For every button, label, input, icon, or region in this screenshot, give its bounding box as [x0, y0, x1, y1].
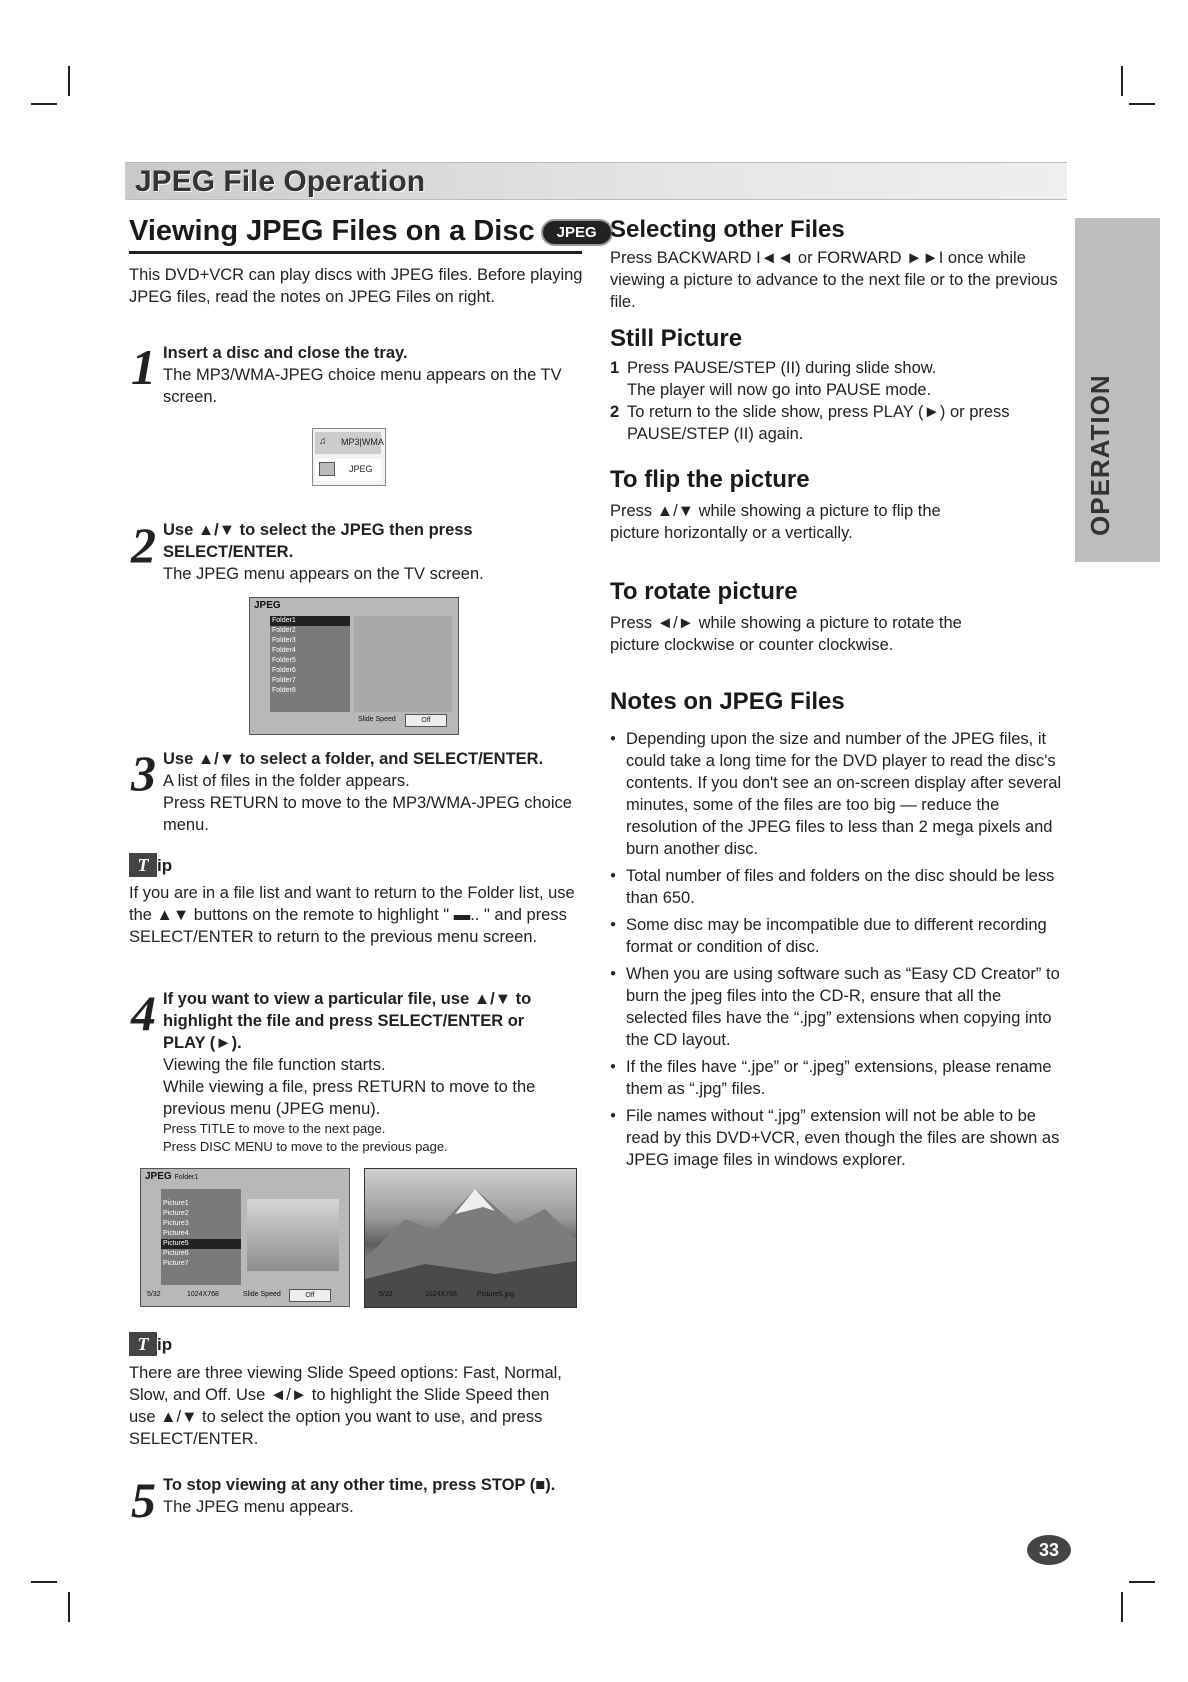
still-title: Still Picture: [610, 325, 743, 352]
jpeg-menu-screenshot: [249, 597, 459, 735]
preview-area: [354, 616, 452, 712]
crop-mark: [1121, 1592, 1123, 1622]
slide-speed-label: Slide Speed: [243, 1291, 281, 1298]
choice-menu-item-mp3: [315, 432, 384, 454]
flip-text: Press ▲/▼ while showing a picture to flip the picture horizontally or a vertically.: [610, 502, 941, 542]
file-resolution: 1024X768: [187, 1291, 219, 1298]
note-item: ● File names without “.jpg” extension will not be able to be read by this DVD+VCR, even though the files are shown as JPEG image files in windows explorer.: [610, 1105, 1065, 1171]
tip-icon: T: [129, 853, 157, 877]
choice-menu-screenshot: [312, 428, 386, 486]
folder-item: Folder7: [272, 677, 296, 684]
step-number: 1: [131, 339, 156, 395]
crop-mark: [31, 1581, 57, 1583]
banner-title: JPEG File Operation: [135, 165, 426, 198]
step5-body: The JPEG menu appears.: [163, 1498, 354, 1516]
slide-speed-value: Off: [289, 1289, 331, 1302]
file-item: Picture1: [163, 1200, 189, 1207]
folder-item: Folder5: [272, 657, 296, 664]
folder-item: Folder2: [272, 627, 296, 634]
step4-small2: Press DISC MENU to move to the previous page.: [163, 1139, 448, 1154]
step-number: 2: [131, 517, 156, 573]
step-number: 5: [131, 1472, 156, 1528]
rotate-title: To rotate picture: [610, 578, 798, 605]
crop-mark: [1129, 1581, 1155, 1583]
image-icon: [319, 462, 335, 476]
file-menu-screenshot: [140, 1168, 350, 1307]
step4-title-a: If you want to view a particular file, use ▲/▼ to: [163, 990, 532, 1008]
jpeg-badge: JPEG: [541, 219, 613, 246]
crop-mark: [1121, 66, 1123, 96]
folder-item: Folder4: [272, 647, 296, 654]
selecting-text: Press BACKWARD I◄◄ or FORWARD ►►I once while viewing a picture to advance to the next file or to the previous file.: [610, 249, 1058, 311]
page-title-text: Viewing JPEG Files on a Disc: [129, 215, 535, 247]
file-menu-title-text: JPEG: [145, 1171, 172, 1182]
title-rule: [129, 251, 582, 254]
tip-heading: [129, 853, 172, 877]
still-item2-a: To return to the slide show, press PLAY (►) or press: [627, 403, 1010, 421]
step3-body1: A list of files in the folder appears.: [163, 772, 410, 790]
step3-body2: Press RETURN to move to the MP3/WMA-JPEG choice menu.: [163, 794, 572, 834]
note-item: ● If the files have “.jpe” or “.jpeg” extensions, please rename them as “.jpg” files.: [610, 1056, 1065, 1100]
step4-body1: Viewing the file function starts.: [163, 1056, 386, 1074]
thumbnail-preview: [247, 1199, 339, 1271]
photo-filename: Picture5.jpg: [477, 1291, 514, 1298]
step-number: 3: [131, 745, 156, 801]
folder-item: Folder1: [270, 616, 350, 626]
still-num1: 1: [610, 359, 620, 377]
step4-title-c: PLAY (►).: [163, 1034, 242, 1052]
folder-item: Folder8: [272, 687, 296, 694]
step4-small1: Press TITLE to move to the next page.: [163, 1121, 386, 1136]
file-list: [161, 1189, 241, 1285]
still-item1-b: The player will now go into PAUSE mode.: [627, 381, 932, 399]
flip-title: To flip the picture: [610, 466, 810, 493]
choice-menu-item-jpeg: [315, 459, 381, 481]
mountain-illustration: [365, 1169, 576, 1307]
side-tab-label: OPERATION: [1085, 374, 1115, 536]
step4-title-b: highlight the file and press SELECT/ENTER or: [163, 1012, 525, 1030]
step-number: 4: [131, 985, 156, 1041]
folder-item: Folder6: [272, 667, 296, 674]
step1-title: Insert a disc and close the tray.: [163, 344, 408, 362]
file-item: Picture3: [163, 1220, 189, 1227]
file-count: 5/32: [147, 1291, 161, 1298]
note-item: ● Some disc may be incompatible due to different recording format or condition of disc.: [610, 914, 1065, 958]
slide-speed-label: Slide Speed: [358, 716, 396, 723]
file-item: Picture4: [163, 1230, 189, 1237]
file-menu-folder: Folder1: [174, 1174, 199, 1181]
notes-list: [610, 728, 1065, 1176]
notes-title: Notes on JPEG Files: [610, 688, 845, 715]
tip-label: ip: [157, 1335, 173, 1354]
step4-body2: While viewing a file, press RETURN to move to the previous menu (JPEG menu).: [163, 1078, 536, 1118]
tip2-text: There are three viewing Slide Speed options: Fast, Normal, Slow, and Off. Use ◄/► to highlight the Slide Speed then use ▲/▼ to select the option you want to use, and press SELECT/ENTER.: [129, 1364, 562, 1448]
crop-mark: [68, 66, 70, 96]
photo-resolution: 1024X768: [425, 1291, 457, 1298]
file-item: Picture5: [161, 1239, 241, 1249]
file-item: Picture7: [163, 1260, 189, 1267]
folder-list-items: [270, 616, 350, 696]
slide-speed-value: Off: [405, 714, 447, 727]
selecting-title: Selecting other Files: [610, 216, 845, 243]
tip1-text: If you are in a file list and want to return to the Folder list, use the ▲▼ buttons on the remote to highlight " ▬.. " and press SELECT/ENTER to return to the previous menu screen.: [129, 884, 575, 946]
still-item1-a: Press PAUSE/STEP (II) during slide show.: [627, 359, 937, 377]
choice-menu-label: JPEG: [349, 464, 373, 474]
step1-body: The MP3/WMA-JPEG choice menu appears on the TV screen.: [163, 366, 562, 406]
choice-menu-label: MP3|WMA: [341, 437, 384, 447]
file-item: Picture6: [163, 1250, 189, 1257]
tip-heading: [129, 1332, 172, 1356]
intro-text: This DVD+VCR can play discs with JPEG files. Before playing JPEG files, read the notes on JPEG Files on right.: [129, 266, 583, 306]
still-num2: 2: [610, 403, 620, 421]
step2-title-a: Use ▲/▼ to select the JPEG then press: [163, 521, 473, 539]
photo-count: 5/32: [379, 1291, 393, 1298]
rotate-text: Press ◄/► while showing a picture to rotate the picture clockwise or counter clockwise.: [610, 614, 962, 654]
photo-screenshot: [364, 1168, 577, 1308]
jpeg-menu-title: JPEG: [254, 600, 281, 611]
file-menu-title: [145, 1171, 198, 1182]
page-title: [129, 215, 613, 248]
crop-mark: [1129, 103, 1155, 105]
tip-icon: T: [129, 1332, 157, 1356]
section-banner: [125, 162, 1067, 200]
step2-title-b: SELECT/ENTER.: [163, 543, 294, 561]
crop-mark: [68, 1592, 70, 1622]
file-list-items: [161, 1199, 241, 1269]
folder-item: Folder3: [272, 637, 296, 644]
still-item2-b: PAUSE/STEP (II) again.: [627, 425, 804, 443]
crop-mark: [31, 103, 57, 105]
folder-list: [270, 616, 350, 712]
step2-body: The JPEG menu appears on the TV screen.: [163, 565, 484, 583]
music-icon: ♫: [319, 436, 327, 447]
note-item: ● When you are using software such as “Easy CD Creator” to burn the jpeg files into the CD-R, ensure that all the selected files have the “.jpg” extensions when copying into the CD layout.: [610, 963, 1065, 1051]
step5-title: To stop viewing at any other time, press STOP (■).: [163, 1476, 556, 1494]
page-number: 33: [1027, 1535, 1071, 1565]
file-item: Picture2: [163, 1210, 189, 1217]
note-item: ● Depending upon the size and number of the JPEG files, it could take a long time for the DVD player to read the disc's contents. If you don't see an on-screen display after several minutes, some of the files are too big — reduce the resolution of the JPEG files to less than 2 mega pixels and burn another disc.: [610, 728, 1065, 860]
step3-title: Use ▲/▼ to select a folder, and SELECT/ENTER.: [163, 750, 544, 768]
tip-label: ip: [157, 856, 173, 875]
side-tab: [1075, 218, 1160, 562]
note-item: ● Total number of files and folders on the disc should be less than 650.: [610, 865, 1065, 909]
